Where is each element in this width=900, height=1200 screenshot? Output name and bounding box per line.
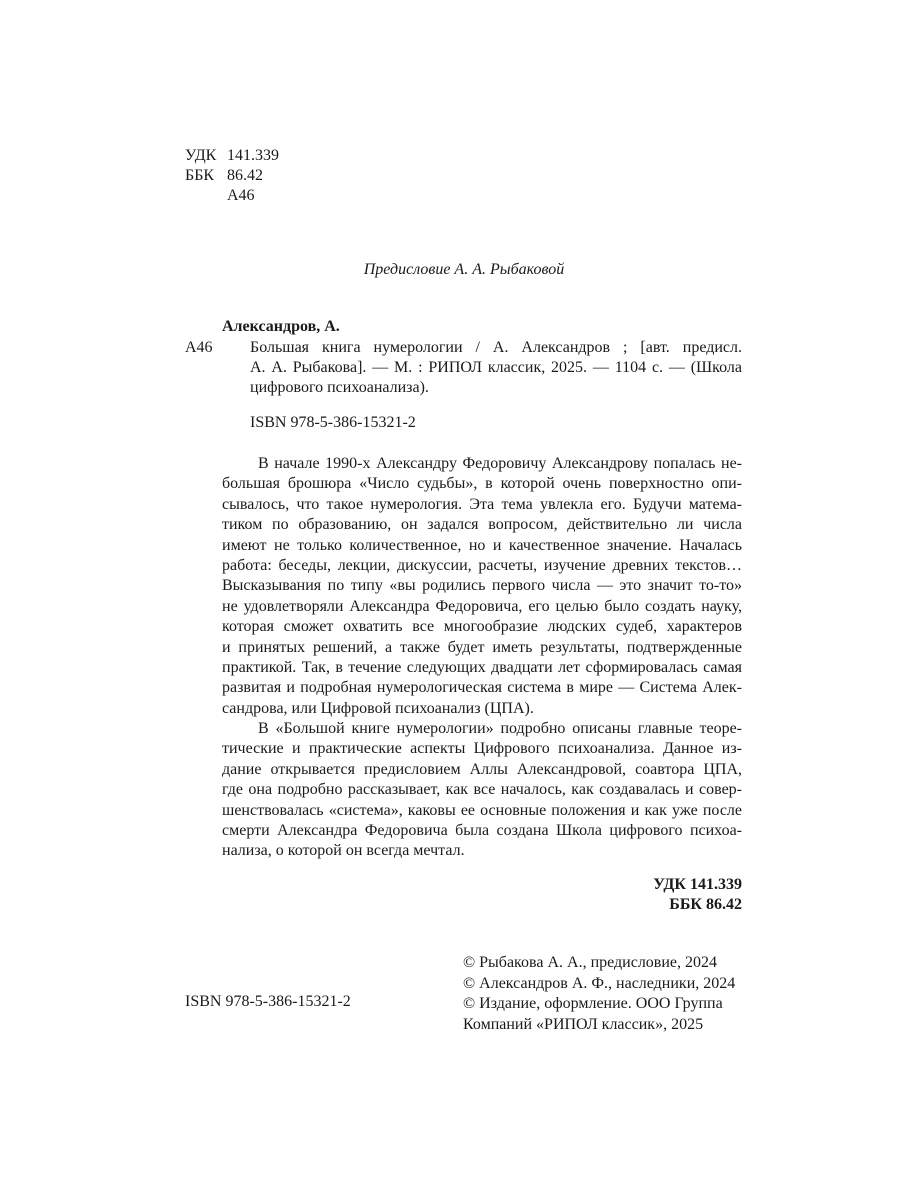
copyright-line: © Александров А. Ф., наследники, 2024 bbox=[463, 974, 736, 992]
annotation-line: сывалось, что такое нумерология. Эта тема увлекла его. Будучи матема- bbox=[222, 495, 742, 513]
annotation-line: имеют не только количественное, но и качественное значение. Началась bbox=[222, 536, 742, 554]
classification-block-bottom bbox=[653, 875, 742, 915]
annotation-line: которая сможет охватить все многообразие людских судеб, характеров bbox=[222, 618, 742, 636]
annotation-line: Высказывания по типу «вы родились первого числа — это значит то-то» bbox=[222, 577, 742, 595]
annotation-line: работа: беседы, лекции, дискуссии, расчеты, изучение древних текстов… bbox=[222, 556, 742, 574]
bibliographic-description bbox=[250, 338, 742, 398]
annotation-line: шенствовалась «система», каковы ее основные положения и как уже после bbox=[222, 801, 742, 819]
bbk-row bbox=[185, 166, 279, 186]
annotation-line: В начале 1990-х Александру Федоровичу Александрову попалась не- bbox=[258, 455, 742, 472]
bbk-label: ББК bbox=[185, 167, 215, 184]
annotation bbox=[222, 454, 742, 862]
classification-block-top bbox=[185, 146, 279, 206]
biblio-line: А. А. Рыбакова]. — М. : РИПОЛ классик, 2025. — 1104 с. — (Школа bbox=[250, 359, 742, 376]
author-heading: Александров, А. bbox=[222, 318, 340, 335]
bbk-value: 86.42 bbox=[227, 167, 263, 184]
bbk-bottom: ББК 86.42 bbox=[669, 896, 742, 913]
udk-label: УДК bbox=[185, 147, 217, 164]
copyright-line: © Издание, оформление. ООО Группа bbox=[463, 995, 723, 1012]
annotation-line: тические и практические аспекты Цифрового психоанализа. Данное из- bbox=[222, 740, 742, 758]
isbn-inner: ISBN 978-5-386-15321-2 bbox=[250, 414, 416, 431]
annotation-line: тиком по образованию, он задался вопросом, действительно ли числа bbox=[222, 516, 742, 534]
copyright-line: © Рыбакова А. А., предисловие, 2024 bbox=[463, 954, 718, 971]
biblio-line: Большая книга нумерологии / А. Александров ; [авт. предисл. bbox=[250, 339, 742, 356]
annotation-line: нализа, о которой он всегда мечтал. bbox=[222, 842, 465, 860]
preface-note: Предисловие А. А. Рыбаковой bbox=[363, 261, 565, 278]
annotation-line: В «Большой книге нумерологии» подробно описаны главные теоре- bbox=[258, 720, 742, 738]
annotation-line: практикой. Так, в течение следующих двадцати лет сформировалась самая bbox=[222, 658, 742, 676]
author-mark-top: А46 bbox=[227, 187, 255, 204]
author-mark: А46 bbox=[185, 339, 213, 356]
annotation-line: дание открывается предисловием Аллы Александровой, соавтора ЦПА, bbox=[222, 760, 742, 778]
annotation-line: большая брошюра «Число судьбы», в которой очень поверхностно опи- bbox=[222, 475, 742, 493]
annotation-line: не удовлетворяли Александра Федоровича, его целью было создать науку, bbox=[222, 597, 742, 615]
annotation-line: где она подробно рассказывает, как все началось, как создавалась и совер- bbox=[222, 781, 742, 799]
annotation-line: развитая и подробная нумерологическая система в мире — Система Алек- bbox=[222, 679, 742, 697]
isbn-bottom: ISBN 978-5-386-15321-2 bbox=[185, 993, 351, 1010]
copyright-block bbox=[463, 953, 743, 1035]
author-mark-row bbox=[185, 186, 279, 206]
annotation-line: смерти Александра Федоровича была создана Школа цифрового психоа- bbox=[222, 822, 742, 840]
udk-bottom: УДК 141.339 bbox=[653, 876, 742, 893]
annotation-line: сандрова, или Цифровой психоанализ (ЦПА). bbox=[222, 699, 534, 717]
copyright-line: Компаний «РИПОЛ классик», 2025 bbox=[463, 1015, 704, 1033]
annotation-line: и принятых решений, а также будет иметь результаты, подтвержденные bbox=[222, 638, 742, 656]
udk-row bbox=[185, 146, 279, 166]
udk-value: 141.339 bbox=[227, 147, 279, 164]
biblio-line: цифрового психоанализа). bbox=[250, 379, 429, 396]
